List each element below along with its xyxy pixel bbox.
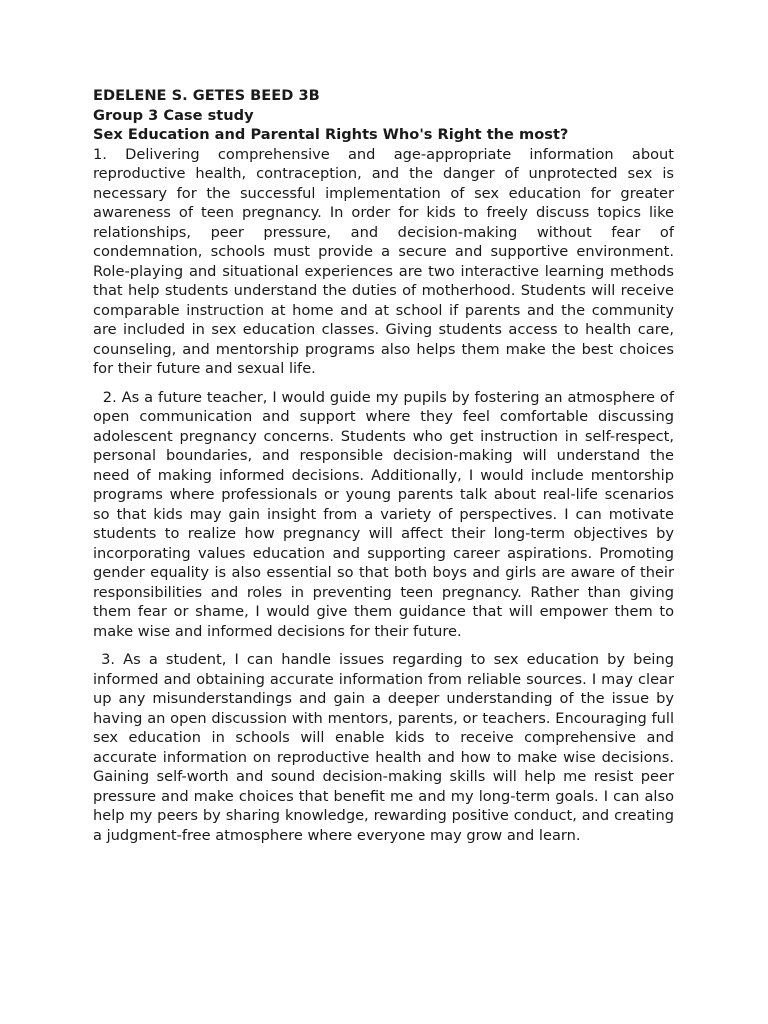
paragraph-2: 2. As a future teacher, I would guide my pupils by fostering an atmosphere of open communication and support where they feel comfortable discussing adolescent pregnancy concerns. Students who get instruction in self-respect, personal boundaries, and responsible decision-making will understand the need of making informed decisions. Additionally, I would include mentorship programs where professionals or young parents talk about real-life scenarios so that kids may gain insight from a variety of perspectives. I can motivate students to realize how pregnancy will affect their long-term objectives by incorporating values education and supporting career aspirations. Promoting gender equality is also essential so that both boys and girls are aware of their responsibilities and roles in preventing teen pregnancy. Rather than giving them fear or shame, I would give them guidance that will empower them to make wise and informed decisions for their future. xyxy=(93,388,674,640)
author-line: EDELENE S. GETES BEED 3B xyxy=(93,87,320,104)
paragraph-1: 1. Delivering comprehensive and age-appropriate information about reproductive health, contraception, and the danger of unprotected sex is necessary for the successful implementation of sex education for greater awareness of teen pregnancy. In order for kids to freely discuss topics like relationships, peer pressure, and decision-making without fear of condemnation, schools must provide a secure and supportive environment. Role-playing and situational experiences are two interactive learning methods that help students understand the duties of motherhood. Students will receive comparable instruction at home and at school if parents and the community are included in sex education classes. Giving students access to health care, counseling, and mentorship programs also helps them make the best choices for their future and sexual life. xyxy=(93,145,674,377)
paragraph-3: 3. As a student, I can handle issues regarding to sex education by being informed and obtaining accurate information from reliable sources. I may clear up any misunderstandings and gain a deeper understanding of the issue by having an open discussion with mentors, parents, or teachers. Encouraging full sex education in schools will enable kids to receive comprehensive and accurate information on reproductive health and how to make wise decisions. Gaining self-worth and sound decision-making skills will help me resist peer pressure and make choices that benefit me and my long-term goals. I can also help my peers by sharing knowledge, rewarding positive conduct, and creating a judgment-free atmosphere where everyone may grow and learn. xyxy=(93,651,674,844)
document-page xyxy=(93,86,674,845)
group-line: Group 3 Case study xyxy=(93,106,254,124)
document-title: Sex Education and Parental Rights Who's Right the most? xyxy=(93,126,569,143)
